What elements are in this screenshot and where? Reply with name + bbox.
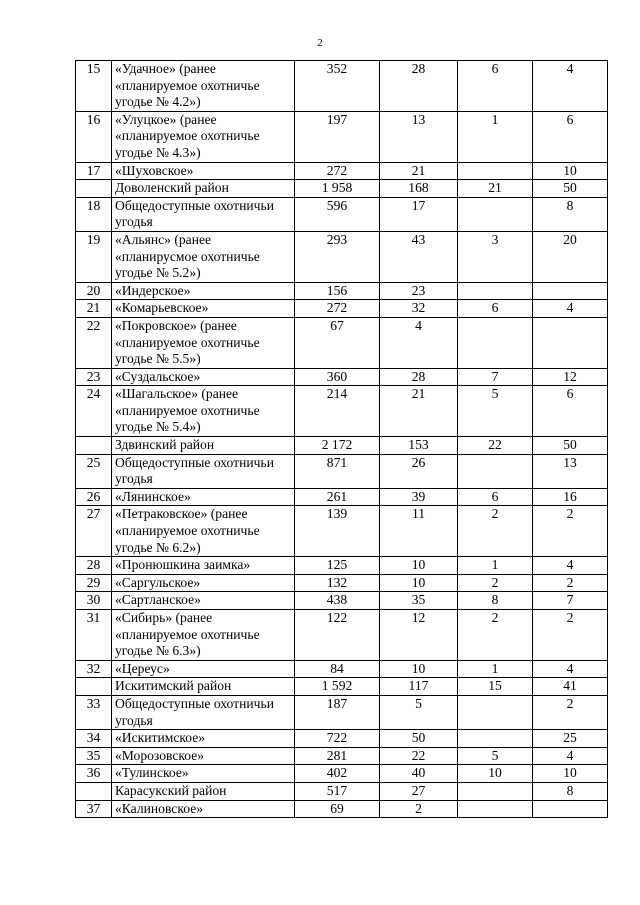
ground-name: Общедоступные охотничьи угодья xyxy=(112,454,295,488)
value-a: 84 xyxy=(295,660,380,678)
table-row xyxy=(76,592,608,610)
value-d: 6 xyxy=(533,386,608,437)
value-a: 67 xyxy=(295,317,380,368)
value-d: 4 xyxy=(533,61,608,112)
row-number: 16 xyxy=(76,111,112,162)
hunting-grounds-table xyxy=(75,60,608,818)
value-d: 7 xyxy=(533,592,608,610)
row-number: 36 xyxy=(76,765,112,783)
value-b: 32 xyxy=(380,300,458,318)
value-d: 20 xyxy=(533,231,608,282)
value-c: 1 xyxy=(458,557,533,575)
value-a: 352 xyxy=(295,61,380,112)
value-c xyxy=(458,197,533,231)
table-row xyxy=(76,386,608,437)
value-c: 21 xyxy=(458,180,533,198)
value-c: 10 xyxy=(458,765,533,783)
row-number: 34 xyxy=(76,730,112,748)
value-c: 7 xyxy=(458,368,533,386)
row-number: 19 xyxy=(76,231,112,282)
value-d: 2 xyxy=(533,574,608,592)
table-row xyxy=(76,61,608,112)
value-a: 402 xyxy=(295,765,380,783)
table-row xyxy=(76,197,608,231)
row-number: 21 xyxy=(76,300,112,318)
value-b: 117 xyxy=(380,678,458,696)
value-d: 13 xyxy=(533,454,608,488)
value-c: 3 xyxy=(458,231,533,282)
value-c: 5 xyxy=(458,386,533,437)
value-c xyxy=(458,162,533,180)
value-a: 132 xyxy=(295,574,380,592)
value-c: 1 xyxy=(458,111,533,162)
value-c xyxy=(458,317,533,368)
table-row xyxy=(76,368,608,386)
value-a: 125 xyxy=(295,557,380,575)
value-b: 26 xyxy=(380,454,458,488)
value-d: 8 xyxy=(533,782,608,800)
value-d xyxy=(533,282,608,300)
value-b: 13 xyxy=(380,111,458,162)
value-b: 153 xyxy=(380,437,458,455)
value-b: 21 xyxy=(380,386,458,437)
value-b: 11 xyxy=(380,506,458,557)
row-number: 17 xyxy=(76,162,112,180)
value-d: 6 xyxy=(533,111,608,162)
ground-name: «Суздальское» xyxy=(112,368,295,386)
value-c: 2 xyxy=(458,506,533,557)
row-number: 32 xyxy=(76,660,112,678)
value-c xyxy=(458,695,533,729)
row-number: 23 xyxy=(76,368,112,386)
value-a: 596 xyxy=(295,197,380,231)
value-b: 10 xyxy=(380,574,458,592)
table-row xyxy=(76,300,608,318)
district-row xyxy=(76,180,608,198)
value-a: 2 172 xyxy=(295,437,380,455)
value-a: 139 xyxy=(295,506,380,557)
value-c: 2 xyxy=(458,574,533,592)
value-a: 293 xyxy=(295,231,380,282)
ground-name: «Петраковское» (ранее «планируемое охотничье угодье № 6.2») xyxy=(112,506,295,557)
ground-name: Общедоступные охотничьи угодья xyxy=(112,197,295,231)
row-number: 20 xyxy=(76,282,112,300)
value-c: 1 xyxy=(458,660,533,678)
value-c: 5 xyxy=(458,747,533,765)
ground-name: «Сибирь» (ранее «планируемое охотничье угодье № 6.3») xyxy=(112,610,295,661)
row-number: 26 xyxy=(76,488,112,506)
value-c: 15 xyxy=(458,678,533,696)
district-row xyxy=(76,782,608,800)
table-row xyxy=(76,506,608,557)
value-d: 10 xyxy=(533,162,608,180)
value-c: 6 xyxy=(458,61,533,112)
value-b: 22 xyxy=(380,747,458,765)
value-b: 23 xyxy=(380,282,458,300)
value-c: 22 xyxy=(458,437,533,455)
ground-name: «Калиновское» xyxy=(112,800,295,818)
table-row xyxy=(76,231,608,282)
value-c xyxy=(458,800,533,818)
value-b: 27 xyxy=(380,782,458,800)
row-number: 30 xyxy=(76,592,112,610)
value-d: 16 xyxy=(533,488,608,506)
district-row xyxy=(76,437,608,455)
ground-name: «Тулинское» xyxy=(112,765,295,783)
value-a: 122 xyxy=(295,610,380,661)
value-b: 10 xyxy=(380,660,458,678)
ground-name: «Лянинское» xyxy=(112,488,295,506)
value-c xyxy=(458,782,533,800)
row-number xyxy=(76,782,112,800)
ground-name: «Саргульское» xyxy=(112,574,295,592)
table-row xyxy=(76,800,608,818)
value-a: 156 xyxy=(295,282,380,300)
value-c: 6 xyxy=(458,300,533,318)
value-d: 4 xyxy=(533,557,608,575)
table-row xyxy=(76,317,608,368)
ground-name: «Улуцкое» (ранее «планируемое охотничье угодье № 4.3») xyxy=(112,111,295,162)
row-number: 15 xyxy=(76,61,112,112)
value-b: 21 xyxy=(380,162,458,180)
value-a: 438 xyxy=(295,592,380,610)
row-number: 18 xyxy=(76,197,112,231)
table-row xyxy=(76,574,608,592)
ground-name: «Морозовское» xyxy=(112,747,295,765)
ground-name: «Комарьевское» xyxy=(112,300,295,318)
value-d: 41 xyxy=(533,678,608,696)
row-number: 37 xyxy=(76,800,112,818)
value-d: 4 xyxy=(533,660,608,678)
value-b: 28 xyxy=(380,368,458,386)
value-c xyxy=(458,454,533,488)
value-c xyxy=(458,282,533,300)
value-a: 722 xyxy=(295,730,380,748)
table-row xyxy=(76,695,608,729)
value-a: 1 592 xyxy=(295,678,380,696)
value-b: 17 xyxy=(380,197,458,231)
row-number: 28 xyxy=(76,557,112,575)
value-d: 25 xyxy=(533,730,608,748)
value-b: 39 xyxy=(380,488,458,506)
table-row xyxy=(76,730,608,748)
ground-name: «Сартланское» xyxy=(112,592,295,610)
row-number xyxy=(76,437,112,455)
value-d xyxy=(533,317,608,368)
district-row xyxy=(76,678,608,696)
table-row xyxy=(76,282,608,300)
row-number xyxy=(76,678,112,696)
value-c: 8 xyxy=(458,592,533,610)
table-body xyxy=(76,61,608,818)
table-row xyxy=(76,660,608,678)
value-d xyxy=(533,800,608,818)
ground-name: «Альянс» (ранее «планирусмое охотничье угодье № 5.2») xyxy=(112,231,295,282)
value-a: 197 xyxy=(295,111,380,162)
value-a: 272 xyxy=(295,162,380,180)
value-c xyxy=(458,730,533,748)
row-number: 33 xyxy=(76,695,112,729)
value-a: 214 xyxy=(295,386,380,437)
table-row xyxy=(76,454,608,488)
ground-name: «Цереус» xyxy=(112,660,295,678)
table-row xyxy=(76,765,608,783)
page-number: 2 xyxy=(317,37,323,49)
value-d: 2 xyxy=(533,695,608,729)
value-a: 1 958 xyxy=(295,180,380,198)
value-b: 35 xyxy=(380,592,458,610)
value-a: 360 xyxy=(295,368,380,386)
ground-name: Искитимский район xyxy=(112,678,295,696)
row-number: 35 xyxy=(76,747,112,765)
value-b: 40 xyxy=(380,765,458,783)
value-b: 43 xyxy=(380,231,458,282)
ground-name: Карасукский район xyxy=(112,782,295,800)
value-d: 50 xyxy=(533,180,608,198)
ground-name: «Шуховское» xyxy=(112,162,295,180)
row-number: 27 xyxy=(76,506,112,557)
value-b: 5 xyxy=(380,695,458,729)
value-a: 69 xyxy=(295,800,380,818)
ground-name: «Пронюшкина заимка» xyxy=(112,557,295,575)
value-d: 50 xyxy=(533,437,608,455)
row-number xyxy=(76,180,112,198)
ground-name: «Шагальское» (ранее «планируемое охотничье угодье № 5.4») xyxy=(112,386,295,437)
value-a: 272 xyxy=(295,300,380,318)
value-b: 10 xyxy=(380,557,458,575)
value-d: 4 xyxy=(533,747,608,765)
value-b: 50 xyxy=(380,730,458,748)
table-row xyxy=(76,162,608,180)
table-row xyxy=(76,488,608,506)
value-b: 2 xyxy=(380,800,458,818)
table-row xyxy=(76,557,608,575)
value-a: 187 xyxy=(295,695,380,729)
value-a: 281 xyxy=(295,747,380,765)
row-number: 22 xyxy=(76,317,112,368)
value-d: 10 xyxy=(533,765,608,783)
value-d: 2 xyxy=(533,610,608,661)
row-number: 31 xyxy=(76,610,112,661)
value-a: 517 xyxy=(295,782,380,800)
value-d: 2 xyxy=(533,506,608,557)
table-row xyxy=(76,111,608,162)
row-number: 24 xyxy=(76,386,112,437)
row-number: 25 xyxy=(76,454,112,488)
ground-name: «Индерское» xyxy=(112,282,295,300)
ground-name: Доволенский район xyxy=(112,180,295,198)
ground-name: «Искитимское» xyxy=(112,730,295,748)
value-c: 6 xyxy=(458,488,533,506)
value-d: 8 xyxy=(533,197,608,231)
value-b: 28 xyxy=(380,61,458,112)
value-b: 12 xyxy=(380,610,458,661)
value-d: 12 xyxy=(533,368,608,386)
value-c: 2 xyxy=(458,610,533,661)
value-b: 4 xyxy=(380,317,458,368)
table-row xyxy=(76,747,608,765)
value-a: 261 xyxy=(295,488,380,506)
ground-name: Здвинский район xyxy=(112,437,295,455)
value-d: 4 xyxy=(533,300,608,318)
value-a: 871 xyxy=(295,454,380,488)
value-b: 168 xyxy=(380,180,458,198)
ground-name: «Покровское» (ранее «планируемое охотничье угодье № 5.5») xyxy=(112,317,295,368)
row-number: 29 xyxy=(76,574,112,592)
ground-name: Общедоступные охотничьи угодья xyxy=(112,695,295,729)
ground-name: «Удачное» (ранее «планируемое охотничье угодье № 4.2») xyxy=(112,61,295,112)
table-row xyxy=(76,610,608,661)
